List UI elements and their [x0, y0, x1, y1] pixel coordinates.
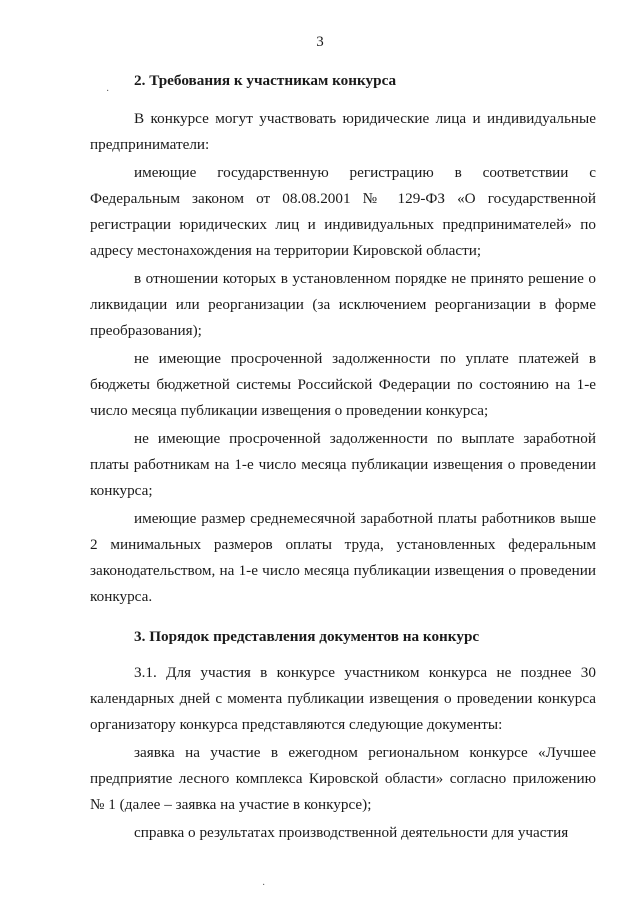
paragraph: справка о результатах производственной деятельности для участия: [134, 824, 569, 841]
document-body: [90, 62, 596, 848]
paragraph: не имеющие просроченной задолженности по выплате заработной платы работникам на 1-е число месяца публикации извещения о проведении конкурса;: [90, 430, 596, 499]
paragraph: имеющие государственную регистрацию в соответствии с Федеральным законом от 08.08.2001 № 129-ФЗ «О государственной регистрации юридических лиц и индивидуальных предпринимателей» по адресу местонахождения на территории Кировской области;: [90, 164, 596, 259]
page-number: 3: [316, 34, 324, 50]
section-3-heading: 3. Порядок представления документов на конкурс: [134, 628, 480, 645]
paragraph: 3.1. Для участия в конкурсе участником конкурса не позднее 30 календарных дней с момента публикации извещения о проведении конкурса организатору конкурса представляются следующие документы:: [90, 664, 596, 733]
paragraph: в отношении которых в установленном порядке не принято решение о ликвидации или реорганизации (за исключением реорганизации в форме преобразования);: [90, 270, 596, 339]
scan-speck: ·: [106, 86, 110, 97]
paragraph: В конкурсе могут участвовать юридические лица и индивидуальные предприниматели:: [90, 110, 596, 153]
paragraph: не имеющие просроченной задолженности по уплате платежей в бюджеты бюджетной системы Российской Федерации по состоянию на 1-е число месяца публикации извещения о проведении конкурса;: [90, 350, 596, 419]
paragraph: имеющие размер среднемесячной заработной платы работников выше 2 минимальных размеров оплаты труда, установленных федеральным законодательством, на 1-е число месяца публикации извещения о проведении конкурса.: [90, 510, 596, 605]
paragraph: заявка на участие в ежегодном региональном конкурсе «Лучшее предприятие лесного комплекса Кировской области» согласно приложению № 1 (далее – заявка на участие в конкурсе);: [90, 744, 596, 813]
scan-speck: ·: [262, 880, 266, 891]
section-2-heading: 2. Требования к участникам конкурса: [134, 72, 397, 89]
